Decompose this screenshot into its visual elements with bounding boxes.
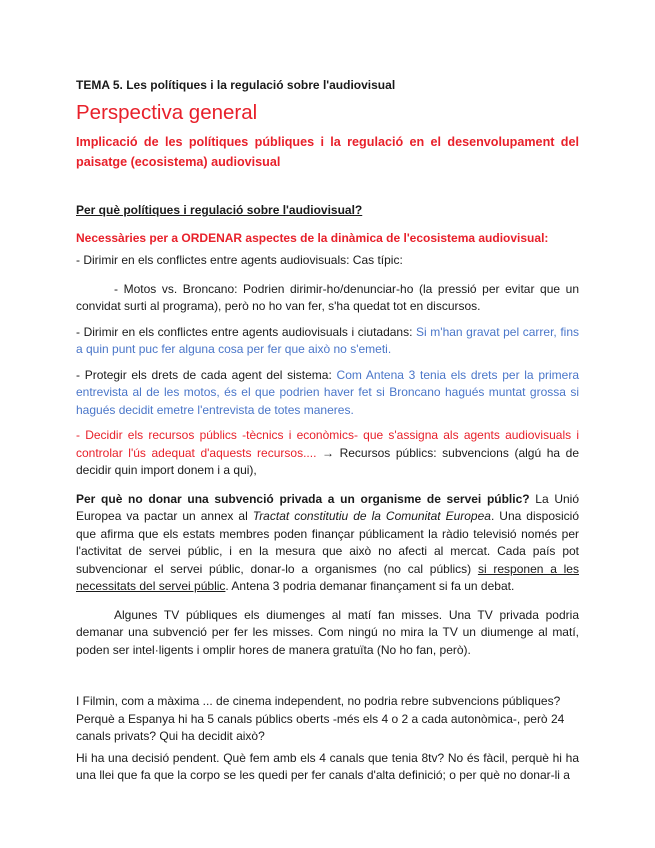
bullet-note: Si m'han gravat pel carrer, fins a quin punt puc fer alguna cosa per fer que això no s'emeti. (76, 324, 579, 356)
bullet-text: - Dirimir en els conflictes entre agents audiovisuals i ciutadans: (76, 324, 417, 339)
paragraph-question: Per què no donar una subvenció privada a un organisme de servei públic? (76, 491, 530, 506)
paragraph-text: . Una disposició que afirma que els estats membres poden finançar públicament la ràdio televisió només per l'activitat de servei públic, i en la mesura que això no afecti al mercat. Cada país pot subvencionar el servei públic, donar-lo a organismes (no cal públics) (76, 509, 579, 576)
document-title: TEMA 5. Les polítiques i la regulació sobre l'audiovisual (76, 78, 396, 92)
paragraph-text: . Antena 3 podria demanar finançament si fa un debat. (225, 579, 515, 593)
order-heading: Necessàries per a ORDENAR aspectes de la dinàmica de l'ecosistema audiovisual: (76, 230, 549, 245)
document-body (76, 77, 579, 785)
paragraph-masses: Algunes TV públiques els diumenges al matí fan misses. Una TV privada podria demanar una subvenció per fer les misses. Com ningú no mira la TV un diumenge al matí, poden ser intel·ligents i omplir hores de manera gratuïta (No ho fan, però). (76, 607, 579, 657)
paragraph-subsidy (76, 491, 579, 596)
bullet-conflicts-agents: - Dirimir en els conflictes entre agents audiovisuals: Cas típic: (76, 253, 403, 267)
section-subtitle: Implicació de les polítiques públiques i la regulació en el desenvolupament del paisatge (ecosistema) audiovisual (76, 135, 579, 169)
bullet-note: Com Antena 3 tenia els drets per la primera entrevista al de les motos, és el que podrien haver fet si Broncano hagués muntat grossa si hagués decidit emetre l'entrevista de totes maneres. (76, 367, 579, 417)
bullet-highlight: Decidir els recursos públics -tècnics i econòmics- que s'assigna als agents audiovisuals i controlar l'ús adequat d'aquests recursos.... (76, 428, 579, 460)
bullet-conflicts-citizens (76, 324, 579, 359)
question-heading: Per què polítiques i regulació sobre l'audiovisual? (76, 203, 363, 217)
paragraph-8tv: Hi ha una decisió pendent. Què fem amb els 4 canals que tenia 8tv? No és fàcil, perquè hi ha una llei que fa que la corpo se les quedi per fer canals d'alta definició; o per què no donar-li a (76, 750, 579, 782)
paragraph-filmin: I Filmin, com a màxima ... de cinema independent, no podria rebre subvencions públiques? Perquè a Espanya hi ha 5 canals públics oberts -més els 4 o 2 a cada autonòmica-, però 24 canals privats? Qui ha decidit això? (76, 694, 565, 743)
treaty-name: Tractat constitutiu de la Comunitat Europea (252, 509, 491, 523)
bullet-public-resources (76, 427, 579, 480)
paragraph-text: La Unió Europea va pactar un annex al (76, 491, 579, 523)
bullet-text: → Recursos públics: subvencions (algú ha de decidir quin import donem i a qui), (76, 445, 580, 477)
bullet-protect-rights (76, 367, 579, 420)
section-heading: Perspectiva general (76, 101, 258, 124)
underlined-phrase: si responen a les necessitats del servei públic (76, 561, 579, 593)
bullet-text: - Protegir els drets de cada agent del sistema: (76, 367, 337, 382)
bullet-motos-broncano: - Motos vs. Broncano: Podrien dirimir-ho/denunciar-ho (la pressió per evitar que un convidat surti al programa), però no ho van fer, s'ha quedat tot en discursos. (76, 281, 579, 313)
bullet-dash: - (76, 428, 86, 442)
